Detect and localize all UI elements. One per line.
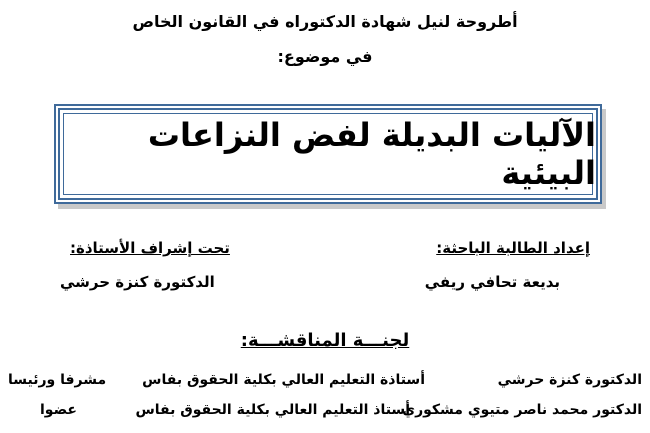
title-frame: [54, 104, 602, 204]
member-name: الدكتور محمد ناصر متيوي مشكوري: [402, 402, 642, 418]
member-role: عضوا: [40, 402, 77, 418]
member-position: أستاذ التعليم العالي بكلية الحقوق بفاس: [135, 402, 410, 418]
supervisor-name: الدكتورة كنزة حرشي: [60, 273, 215, 291]
thesis-title: الآليات البديلة لفض النزاعات البيئية: [147, 116, 596, 192]
student-name: بديعة تحافي ريفي: [424, 273, 560, 291]
thesis-line: أطروحة لنيل شهادة الدكتوراه في القانون الخاص: [132, 12, 518, 31]
committee-heading: لجنـــة المناقشـــة:: [240, 330, 410, 351]
supervision-label: تحت إشراف الأستاذة:: [70, 239, 230, 257]
member-position: أستاذة التعليم العالي بكلية الحقوق بفاس: [142, 372, 425, 388]
member-role: مشرفا ورئيسا: [8, 372, 107, 388]
member-name: الدكتورة كنزة حرشي: [497, 372, 642, 388]
committee-member-row: [0, 368, 650, 392]
preparation-label: إعداد الطالبة الباحثة:: [436, 239, 590, 257]
committee-member-row: [0, 398, 650, 422]
subject-line: في موضوع:: [277, 47, 373, 66]
